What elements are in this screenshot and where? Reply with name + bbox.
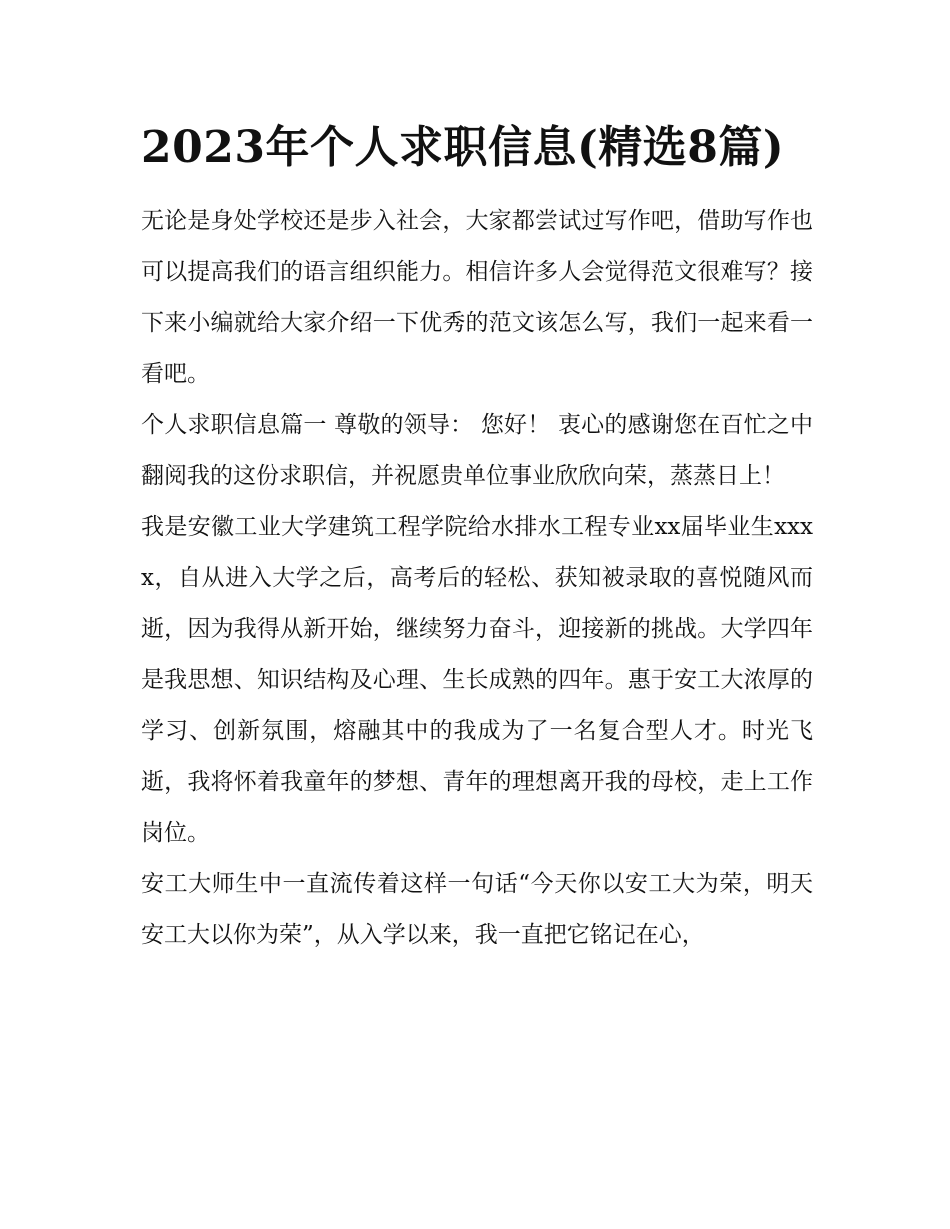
document-body [141,112,813,961]
intro-paragraph: 无论是身处学校还是步入社会，大家都尝试过写作吧，借助写作也可以提高我们的语言组织能力。相信许多人会觉得范文很难写？接下来小编就给大家介绍一下优秀的范文该怎么写，我们一起来看一看吧。 [141,208,813,387]
letter-greeting-paragraph: 个人求职信息篇一 尊敬的领导： 您好！ 衷心的感谢您在百忙之中翻阅我的这份求职信，并祝愿贵单位事业欣欣向荣，蒸蒸日上！ [141,412,813,489]
document-title: 2023年个人求职信息(精选8篇) [141,122,785,173]
self-introduction-paragraph: 我是安徽工业大学建筑工程学院给水排水工程专业xx届毕业生xxxx，自从进入大学之后，高考后的轻松、获知被录取的喜悦随风而逝，因为我得从新开始，继续努力奋斗，迎接新的挑战。大学四年是我思想、知识结构及心理、生长成熟的四年。惠于安工大浓厚的学习、创新氛围，熔融其中的我成为了一名复合型人才。时光飞逝，我将怀着我童年的梦想、青年的理想离开我的母校，走上工作岗位。 [141,514,813,846]
school-motto-paragraph: 安工大师生中一直流传着这样一句话“今天你以安工大为荣，明天安工大以你为荣”，从入学以来，我一直把它铭记在心， [141,871,813,948]
